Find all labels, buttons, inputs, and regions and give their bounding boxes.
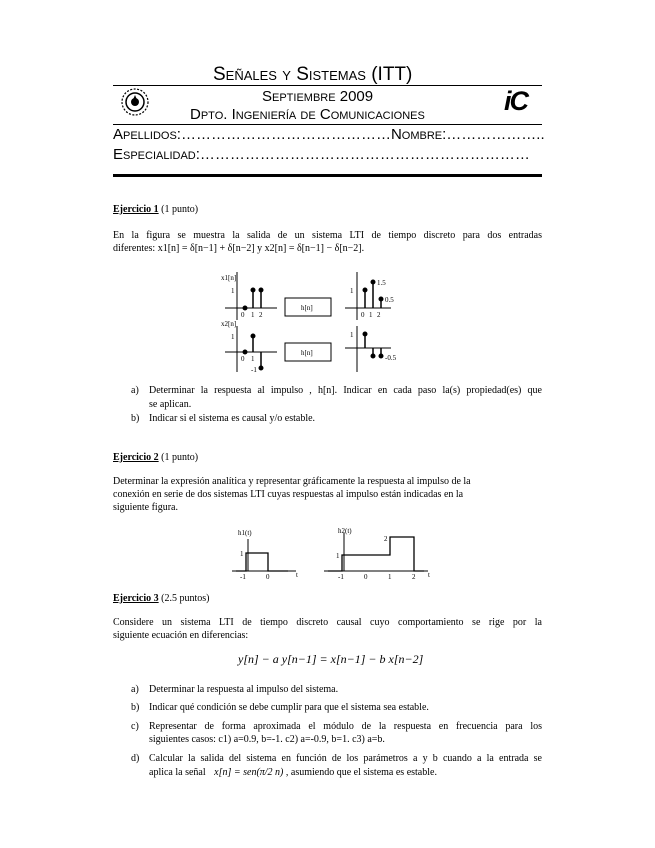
ex3-item-d-line2a: aplica la señal: [149, 767, 206, 778]
ex3-equation: y[n] − a y[n−1] = x[n−1] − b x[n−2]: [238, 652, 424, 666]
out1-tick-0: 0: [361, 311, 365, 319]
h2-level-1: 1: [336, 552, 340, 560]
ex2-figure: [228, 525, 438, 583]
system-label-2: h[n]: [301, 349, 313, 357]
x1-label: x1[n]: [221, 274, 237, 282]
h2-level-2: 2: [384, 535, 388, 543]
ex3-item-b-letter: b): [131, 702, 140, 713]
h1-tick-0: 0: [266, 573, 270, 581]
x1-dot-1: [251, 288, 255, 292]
ex3-item-a-letter: a): [131, 684, 139, 695]
exam-date: Septiembre 2009: [262, 88, 374, 105]
ex3-item-b-line1: Indicar qué condición se debe cumplir para que el sistema sea estable.: [149, 702, 429, 713]
university-seal-logo: [117, 87, 153, 117]
x2-tick-0: 0: [241, 355, 245, 363]
ex3-item-c-line1: Representar de forma aproximada el módulo de la respuesta en frecuencia para los: [149, 721, 542, 732]
h1-level: 1: [240, 550, 244, 558]
ex1-heading: [113, 203, 198, 216]
x2-label: x2[n]: [221, 320, 237, 328]
ex2-line2: conexión en serie de dos sistemas LTI cuyas respuestas al impulso están indicadas en la: [113, 489, 464, 500]
h2-t: t: [428, 571, 430, 579]
x1-tick-1: 1: [251, 311, 255, 319]
ex3-item-d-signal: x[n] = sen(π/2 n): [214, 767, 284, 778]
x1-dot-2: [259, 288, 263, 292]
h2-tick-1: 1: [388, 573, 392, 581]
h2-tick-neg1: -1: [338, 573, 344, 581]
h1-label: h1(t): [238, 529, 252, 537]
h2-plot: [324, 533, 428, 571]
ex3-item-d-line1: Calcular la salida del sistema en función de los parámetros a y b cuando a la entrada se: [149, 753, 542, 764]
ex3-item-d-line2: [149, 766, 437, 779]
ex3-item-c-letter: c): [131, 721, 139, 732]
out1-tick-2: 2: [377, 311, 381, 319]
x2-tick-1: 1: [251, 355, 255, 363]
ic-logo: iC: [504, 86, 527, 116]
ex1-text-line1: En la figura se muestra la salida de un sistema LTI de tiempo discreto para dos entradas: [113, 230, 542, 241]
h2-label: h2(t): [338, 527, 352, 535]
ex1-item-b-letter: b): [131, 413, 140, 424]
ex1-item-a-line1: Determinar la respuesta al impulso , h[n]. Indicar en cada paso la(s) propiedad(es) que: [149, 385, 542, 396]
ex3-line1: Considere un sistema LTI de tiempo discreto causal cuyo comportamiento se rige por la: [113, 617, 542, 628]
header-rule-bottom: [113, 174, 542, 177]
ex1-item-a-line2: se aplican.: [149, 399, 192, 410]
h2-tick-2: 2: [412, 573, 416, 581]
ex2-title: Ejercicio 2: [113, 452, 159, 463]
ex3-item-a-line1: Determinar la respuesta al impulso del sistema.: [149, 684, 339, 695]
header-rule-mid: [113, 124, 542, 125]
system-label-1: h[n]: [301, 304, 313, 312]
x2-minus-one: -1: [251, 366, 257, 374]
ex1-figure: [215, 268, 405, 378]
ex1-points: (1 punto): [161, 204, 199, 215]
ex3-item-d-letter: d): [131, 753, 140, 764]
x1-dot-0: [243, 306, 247, 310]
h1-tick-neg1: -1: [240, 573, 246, 581]
ex3-line2: siguiente ecuación en diferencias:: [113, 630, 249, 641]
especialidad-line: Especialidad:…………………………………………………………: [113, 146, 530, 163]
ex3-item-c-line2: siguientes casos: c1) a=0.9, b=-1. c2) a=-0.9, b=1. c3) a=b.: [149, 734, 385, 745]
h1-t: t: [296, 571, 298, 579]
ex1-text-line2: diferentes: x1[n] = δ[n−1] + δ[n−2] y x2[n] = δ[n−1] − δ[n−2].: [113, 243, 365, 254]
ex3-points: (2.5 puntos): [161, 593, 210, 604]
ex2-points: (1 punto): [161, 452, 199, 463]
ex3-item-d-line2c: , asumiendo que el sistema es estable.: [285, 767, 437, 778]
out1-val-05: 0.5: [385, 296, 394, 304]
ex1-item-a-letter: a): [131, 385, 139, 396]
x2-one: 1: [231, 333, 235, 341]
out1-tick-1: 1: [369, 311, 373, 319]
header-rule-top: [113, 85, 542, 86]
ex1-title: Ejercicio 1: [113, 204, 159, 215]
ex3-heading: [113, 592, 209, 605]
ex2-line1: Determinar la expresión analítica y representar gráficamente la respuesta al impulso de la: [113, 476, 471, 487]
course-title: Señales y Sistemas (ITT): [213, 64, 413, 85]
apellidos-nombre-line: Apellidos:……………………………………Nombre:………………..: [113, 126, 545, 143]
department-name: Dpto. Ingeniería de Comunicaciones: [190, 106, 425, 123]
ex2-heading: [113, 451, 198, 464]
ex1-item-b-line1: Indicar si el sistema es causal y/o estable.: [149, 413, 316, 424]
x1-tick-0: 0: [241, 311, 245, 319]
out1-val-15: 1.5: [377, 279, 386, 287]
x1-tick-2: 2: [259, 311, 263, 319]
h2-tick-0: 0: [364, 573, 368, 581]
ex3-title: Ejercicio 3: [113, 593, 159, 604]
x1-one: 1: [231, 287, 235, 295]
ex2-line3: siguiente figura.: [113, 502, 178, 513]
out2-val-neg05: -0.5: [385, 354, 397, 362]
out2-one: 1: [350, 331, 354, 339]
out1-one: 1: [350, 287, 354, 295]
